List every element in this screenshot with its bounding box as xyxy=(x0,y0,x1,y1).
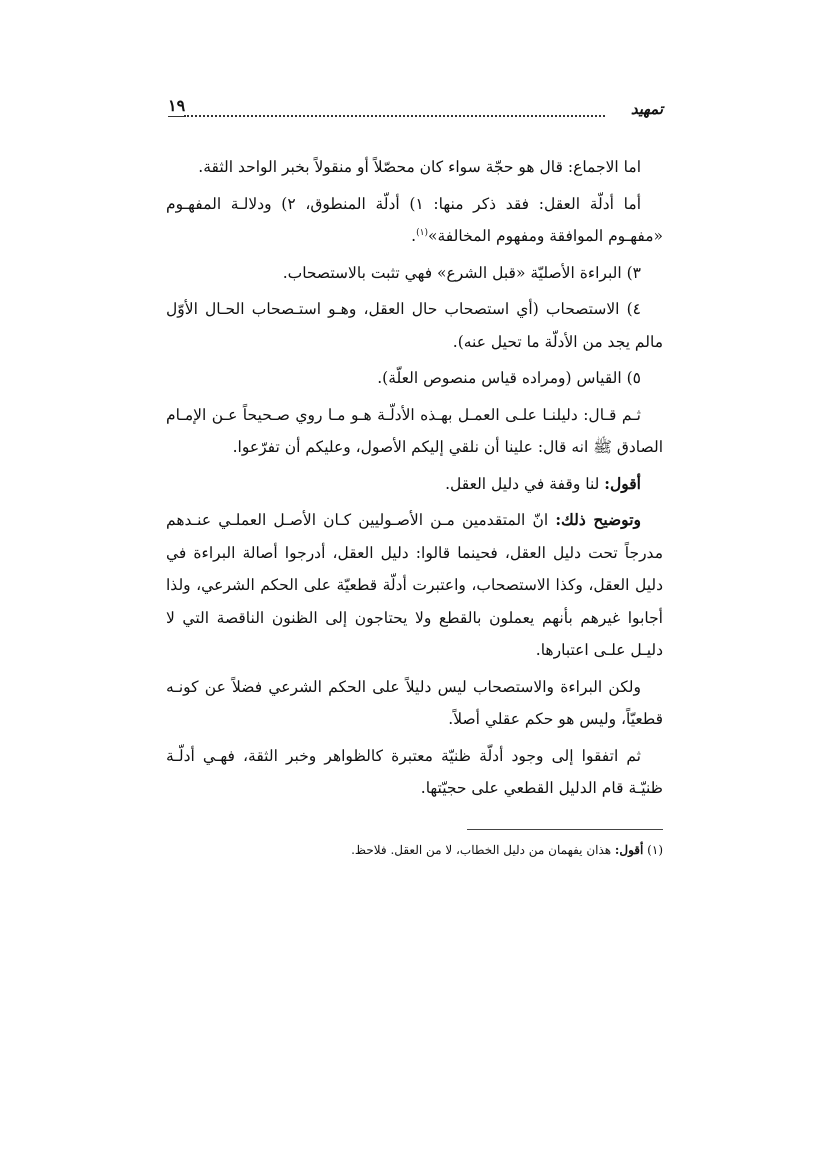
footnote-number: (١) xyxy=(647,842,663,857)
paragraph-istishab xyxy=(166,293,663,358)
paragraph-text: انّ المتقدمين مـن الأصـوليين كـان الأصـل العملـي عنـدهم مدرجاً تحت دليل العقل، فحينما قالوا: دليل العقل، أدرجوا أصالة البراءة في دليل العقل، وكذا الاستصحاب، واعتبرت أدلّة قطعيّة على الحكم الشرعي، ولذا أجابوا غيرهم بأنهم يعملون بالقطع ولا يحتاجون إلى الظنون الناقصة التي لا دليـل علـى اعتبارها. xyxy=(166,511,663,659)
footnote xyxy=(166,840,663,860)
footnote-reference[interactable]: (١) xyxy=(416,227,428,238)
footnote-text: هذان يفهمان من دليل الخطاب، لا من العقل. فلاحظ. xyxy=(351,842,615,857)
paragraph-qiyas xyxy=(166,362,663,395)
paragraph-lead-bold: وتوضيح ذلك: xyxy=(555,510,641,529)
footnote-lead-bold: أقول: xyxy=(614,842,644,857)
page-number: ١٩ xyxy=(168,96,186,115)
paragraph-aql xyxy=(166,188,663,253)
paragraph-text: اما الاجماع: قال هو حجّة سواء كان محصّلاً أو منقولاً بخبر الواحد الثقة. xyxy=(198,158,641,176)
paragraph-text: ٤) الاستصحاب (أي استصحاب حال العقل، وهـو استـصحاب الحـال الأوّل مالم يجد من الأدلّة ما تحيل عنه). xyxy=(166,300,663,351)
paragraph-aqool xyxy=(166,468,663,501)
paragraph-baraa xyxy=(166,257,663,290)
footnote-separator xyxy=(467,829,663,830)
paragraph-text: ثـم قـال: دليلنـا علـى العمـل بهـذه الأدلّـة هـو مـا روي صـحيحاً عـن الإمـام الصادق ﷺ انه قال: علينا أن نلقي إليكم الأصول، وعليكم أن تفرّعوا. xyxy=(166,405,663,456)
paragraph-ijma xyxy=(166,151,663,184)
paragraph-lakin xyxy=(166,671,663,736)
chapter-title: تمهيد xyxy=(627,100,663,118)
paragraph-thumma xyxy=(166,740,663,805)
paragraph-text: لنا وقفة في دليل العقل. xyxy=(445,474,605,493)
paragraph-text: ثم اتفقوا إلى وجود أدلّة ظنيّة معتبرة كالظواهر وخبر الثقة، فهـي أدلّـة ظنيّـة قام الدليل القطعي على حجيّتها. xyxy=(166,746,663,797)
paragraph-lead-bold: أقول: xyxy=(604,473,641,493)
running-header xyxy=(166,96,663,126)
page xyxy=(166,96,663,860)
paragraph-text: ولكن البراءة والاستصحاب ليس دليلاً على الحكم الشرعي فضلاً عن كونـه قطعيّاً، وليس هو حكم عقلي أصلاً. xyxy=(166,677,663,728)
paragraph-tawdeeh xyxy=(166,504,663,667)
paragraph-daleel xyxy=(166,399,663,464)
paragraph-tail: . xyxy=(411,227,417,245)
paragraph-text: ٣) البراءة الأصليّة «قبل الشرع» فهي تثبت بالاستصحاب. xyxy=(282,263,641,282)
paragraph-text: أما أدلّة العقل: فقد ذكر منها: ١) أدلّة المنطوق، ٢) ودلالـة المفهـوم «مفهـوم الموافقة ومفهوم المخالفة» xyxy=(166,194,663,245)
paragraph-text: ٥) القياس (ومراده قياس منصوص العلّة). xyxy=(377,369,641,387)
header-dotted-leader xyxy=(184,115,605,117)
body-text xyxy=(166,151,663,805)
